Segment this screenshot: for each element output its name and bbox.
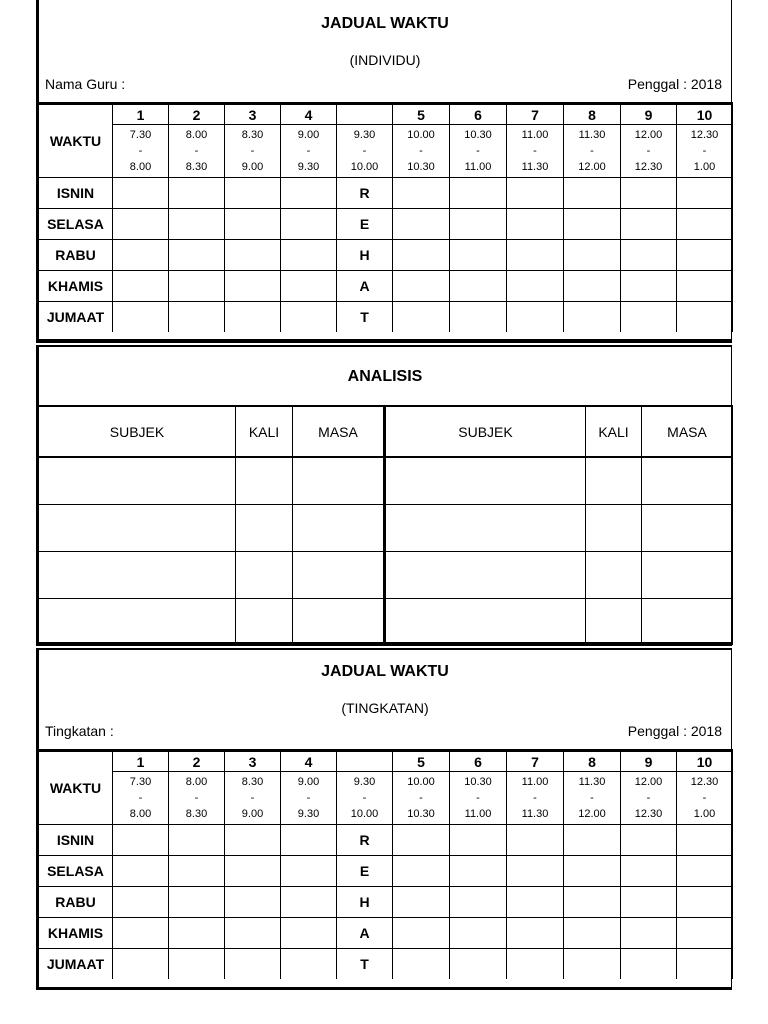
day-label: RABU [38,887,113,918]
time-slot: 8.30 - 9.00 [225,125,281,178]
day-label: SELASA [38,856,113,887]
timetable-cell[interactable] [281,302,337,333]
analisis-cell[interactable] [236,599,293,646]
timetable-cell[interactable] [393,856,450,887]
period-number: 9 [621,751,677,772]
time-slot: 7.30 - 8.00 [113,772,169,825]
timetable-cell[interactable] [450,271,507,302]
analisis-cell[interactable] [293,552,385,599]
timetable-cell[interactable] [169,209,225,240]
analisis-cell[interactable] [38,599,236,646]
timetable-cell[interactable] [450,825,507,856]
timetable-cell[interactable] [113,856,169,887]
rehat-letter: A [337,271,393,302]
timetable-cell[interactable] [677,240,733,271]
analisis-header-kali: KALI [236,406,293,457]
timetable-cell[interactable] [169,271,225,302]
period-number: 4 [281,751,337,772]
timetable-cell[interactable] [564,271,621,302]
time-slot: 11.30 - 12.00 [564,772,621,825]
timetable-grid [36,749,733,979]
timetable-cell[interactable] [621,825,677,856]
analisis-cell[interactable] [586,505,642,552]
timetable-cell[interactable] [393,178,450,209]
analisis-cell[interactable] [236,505,293,552]
timetable-cell[interactable] [677,856,733,887]
day-label: JUMAAT [38,949,113,980]
time-slot: 9.30 - 10.00 [337,125,393,178]
period-number [337,751,393,772]
period-number: 8 [564,104,621,125]
timetable-cell[interactable] [281,856,337,887]
timetable-cell[interactable] [507,856,564,887]
timetable-cell[interactable] [169,302,225,333]
timetable-cell[interactable] [621,918,677,949]
timetable-cell[interactable] [564,209,621,240]
timetable-cell[interactable] [281,825,337,856]
section-title: JADUAL WAKTU [321,15,449,32]
waktu-header: WAKTU [38,104,113,178]
period-number: 5 [393,104,450,125]
time-slot: 10.30 - 11.00 [450,125,507,178]
rehat-letter: H [337,240,393,271]
period-number: 10 [677,751,733,772]
timetable-cell[interactable] [677,178,733,209]
analisis-section [36,345,732,646]
timetable-cell[interactable] [677,949,733,980]
timetable-cell[interactable] [225,856,281,887]
timetable-cell[interactable] [169,918,225,949]
timetable-cell[interactable] [677,271,733,302]
timetable-cell[interactable] [564,825,621,856]
analisis-cell[interactable] [642,457,733,505]
timetable-cell[interactable] [225,825,281,856]
timetable-cell[interactable] [281,918,337,949]
time-slot: 11.00 - 11.30 [507,125,564,178]
timetable-cell[interactable] [169,949,225,980]
rehat-letter: E [337,856,393,887]
timetable-cell[interactable] [621,209,677,240]
timetable-cell[interactable] [393,825,450,856]
analisis-cell[interactable] [38,552,236,599]
analisis-cell[interactable] [236,552,293,599]
timetable-cell[interactable] [281,178,337,209]
timetable-cell[interactable] [677,825,733,856]
timetable-cell[interactable] [621,856,677,887]
timetable-cell[interactable] [564,887,621,918]
time-slot: 8.00 - 8.30 [169,772,225,825]
timetable-tingkatan-section [36,648,732,990]
timetable-cell[interactable] [450,949,507,980]
timetable-cell[interactable] [113,209,169,240]
nama-guru-label: Nama Guru : [45,76,126,92]
day-label: KHAMIS [38,918,113,949]
timetable-cell[interactable] [507,178,564,209]
timetable-cell[interactable] [507,271,564,302]
time-slot: 8.30 - 9.00 [225,772,281,825]
time-slot: 9.00 - 9.30 [281,772,337,825]
timetable-cell[interactable] [621,887,677,918]
period-number: 1 [113,751,169,772]
timetable-cell[interactable] [169,856,225,887]
timetable-cell[interactable] [507,887,564,918]
analisis-header-masa: MASA [293,406,385,457]
timetable-cell[interactable] [564,918,621,949]
timetable-cell[interactable] [393,209,450,240]
timetable-cell[interactable] [113,918,169,949]
timetable-cell[interactable] [113,825,169,856]
timetable-cell[interactable] [393,949,450,980]
time-slot: 9.00 - 9.30 [281,125,337,178]
timetable-grid [36,102,733,332]
timetable-cell[interactable] [621,240,677,271]
day-label: KHAMIS [38,271,113,302]
period-number: 8 [564,751,621,772]
time-slot: 10.00 - 10.30 [393,125,450,178]
timetable-cell[interactable] [113,240,169,271]
rehat-letter: T [337,302,393,333]
timetable-cell[interactable] [169,240,225,271]
analisis-cell[interactable] [586,552,642,599]
time-slot: 11.00 - 11.30 [507,772,564,825]
timetable-cell[interactable] [621,302,677,333]
timetable-cell[interactable] [281,240,337,271]
timetable-individu-section [36,0,732,343]
time-slot: 12.30 - 1.00 [677,125,733,178]
period-number: 3 [225,751,281,772]
rehat-letter: A [337,918,393,949]
timetable-cell[interactable] [677,209,733,240]
timetable-cell[interactable] [450,240,507,271]
timetable-cell[interactable] [677,918,733,949]
timetable-cell[interactable] [564,240,621,271]
analisis-header-subjek: SUBJEK [38,406,236,457]
timetable-cell[interactable] [450,302,507,333]
timetable-cell[interactable] [281,209,337,240]
timetable-cell[interactable] [225,949,281,980]
timetable-cell[interactable] [450,209,507,240]
rehat-letter: E [337,209,393,240]
timetable-cell[interactable] [677,887,733,918]
waktu-header: WAKTU [38,751,113,825]
analisis-cell[interactable] [293,457,385,505]
analisis-cell[interactable] [385,457,586,505]
period-number: 1 [113,104,169,125]
analisis-header-kali: KALI [586,406,642,457]
section-title: JADUAL WAKTU [321,663,449,680]
analisis-cell[interactable] [586,457,642,505]
timetable-cell[interactable] [507,918,564,949]
timetable-cell[interactable] [621,949,677,980]
analisis-cell[interactable] [586,599,642,646]
timetable-cell[interactable] [225,887,281,918]
timetable-cell[interactable] [113,178,169,209]
time-slot: 10.00 - 10.30 [393,772,450,825]
period-number: 5 [393,751,450,772]
timetable-cell[interactable] [225,918,281,949]
time-slot: 12.00 - 12.30 [621,772,677,825]
timetable-cell[interactable] [393,887,450,918]
timetable-cell[interactable] [450,918,507,949]
timetable-cell[interactable] [113,302,169,333]
timetable-cell[interactable] [393,302,450,333]
timetable-cell[interactable] [393,271,450,302]
section-title: ANALISIS [347,368,423,385]
period-number: 6 [450,104,507,125]
timetable-cell[interactable] [225,302,281,333]
timetable-cell[interactable] [225,271,281,302]
timetable-cell[interactable] [169,887,225,918]
period-number: 7 [507,104,564,125]
timetable-cell[interactable] [677,302,733,333]
day-label: RABU [38,240,113,271]
day-label: ISNIN [38,178,113,209]
penggal-label: Penggal : 2018 [627,723,722,739]
timetable-cell[interactable] [450,887,507,918]
timetable-cell[interactable] [393,918,450,949]
timetable-cell[interactable] [507,825,564,856]
time-slot: 7.30 - 8.00 [113,125,169,178]
timetable-cell[interactable] [281,271,337,302]
timetable-cell[interactable] [621,178,677,209]
analisis-cell[interactable] [385,505,586,552]
timetable-cell[interactable] [564,856,621,887]
timetable-cell[interactable] [564,949,621,980]
rehat-letter: T [337,949,393,980]
time-slot: 10.30 - 11.00 [450,772,507,825]
analisis-cell[interactable] [385,599,586,646]
period-number [337,104,393,125]
rehat-letter: H [337,887,393,918]
time-slot: 12.30 - 1.00 [677,772,733,825]
analisis-cell[interactable] [293,599,385,646]
timetable-cell[interactable] [507,302,564,333]
period-number: 7 [507,751,564,772]
timetable-cell[interactable] [564,178,621,209]
period-number: 3 [225,104,281,125]
timetable-cell[interactable] [281,949,337,980]
timetable-cell[interactable] [621,271,677,302]
time-slot: 11.30 - 12.00 [564,125,621,178]
timetable-cell[interactable] [113,271,169,302]
timetable-cell[interactable] [564,302,621,333]
period-number: 2 [169,104,225,125]
rehat-letter: R [337,178,393,209]
analisis-cell[interactable] [38,457,236,505]
timetable-cell[interactable] [225,209,281,240]
day-label: SELASA [38,209,113,240]
analisis-grid [36,405,733,645]
analisis-cell[interactable] [642,599,733,646]
timetable-cell[interactable] [113,949,169,980]
analisis-cell[interactable] [642,552,733,599]
tingkatan-label: Tingkatan : [45,723,114,739]
rehat-letter: R [337,825,393,856]
timetable-cell[interactable] [507,240,564,271]
period-number: 9 [621,104,677,125]
period-number: 10 [677,104,733,125]
time-slot: 12.00 - 12.30 [621,125,677,178]
analisis-cell[interactable] [385,552,586,599]
timetable-cell[interactable] [281,887,337,918]
analisis-cell[interactable] [38,505,236,552]
analisis-cell[interactable] [293,505,385,552]
section-subtitle: (INDIVIDU) [349,52,421,68]
penggal-label: Penggal : 2018 [627,76,722,92]
day-label: ISNIN [38,825,113,856]
analisis-header-masa: MASA [642,406,733,457]
timetable-cell[interactable] [169,178,225,209]
period-number: 2 [169,751,225,772]
timetable-cell[interactable] [225,178,281,209]
analisis-cell[interactable] [642,505,733,552]
section-subtitle: (TINGKATAN) [341,700,429,716]
timetable-cell[interactable] [507,209,564,240]
timetable-cell[interactable] [113,887,169,918]
timetable-cell[interactable] [169,825,225,856]
timetable-cell[interactable] [393,240,450,271]
timetable-cell[interactable] [225,240,281,271]
period-number: 6 [450,751,507,772]
time-slot: 8.00 - 8.30 [169,125,225,178]
timetable-cell[interactable] [507,949,564,980]
timetable-cell[interactable] [450,856,507,887]
timetable-cell[interactable] [450,178,507,209]
period-number: 4 [281,104,337,125]
analisis-cell[interactable] [236,457,293,505]
analisis-header-subjek: SUBJEK [385,406,586,457]
time-slot: 9.30 - 10.00 [337,772,393,825]
day-label: JUMAAT [38,302,113,333]
